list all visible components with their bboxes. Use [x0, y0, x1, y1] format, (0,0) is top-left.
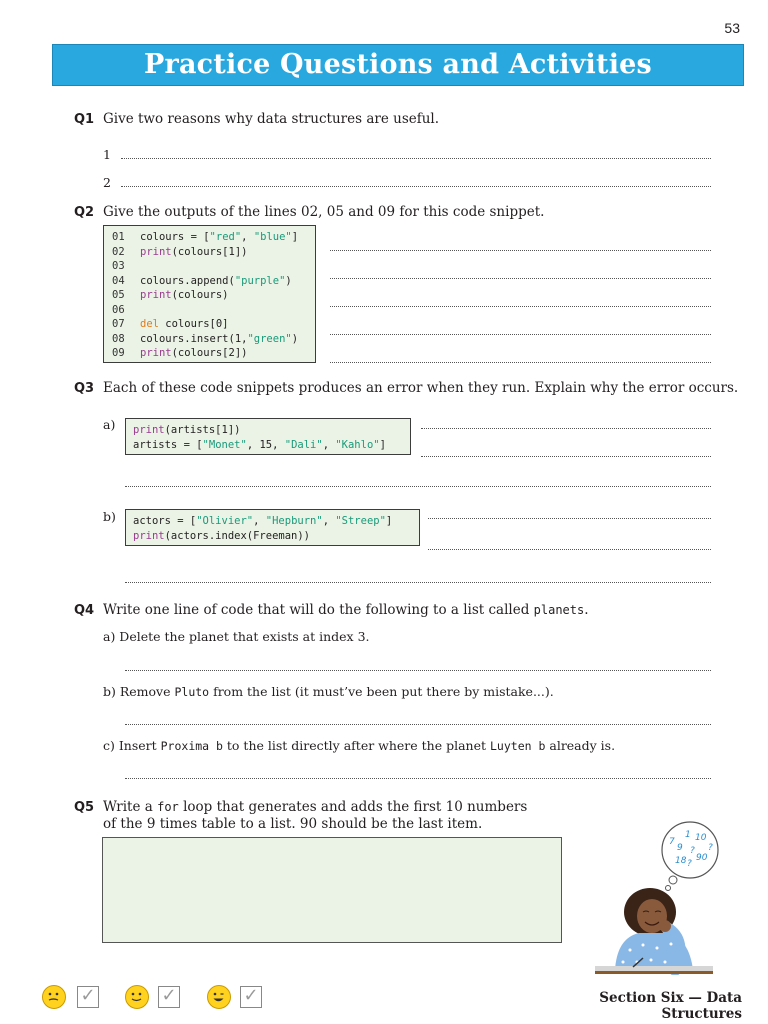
page-title: Practice Questions and Activities [144, 49, 652, 80]
thought-number: 90 [696, 853, 708, 863]
q4b-text-part: from the list (it must’ve been put there by mistake...). [209, 684, 554, 699]
confidence-checkbox-3[interactable]: ✓ [240, 986, 262, 1008]
q5-number: Q5 [74, 800, 95, 815]
q5-code-term: for [157, 800, 179, 814]
q4b-answer-line[interactable] [125, 724, 711, 725]
q1-answer-line-1[interactable] [121, 158, 711, 159]
q3b-answer-line[interactable] [125, 582, 711, 583]
thought-number: 9 [677, 843, 683, 853]
code-line [112, 288, 307, 303]
q4c-text-part: already is. [545, 738, 616, 753]
q4c-text-part: to the list directly after where the planet [222, 738, 490, 753]
q5-text-line-2: of the 9 times table to a list. 90 should be the last item. [103, 816, 483, 832]
code-text: colours.append("purple") [140, 274, 292, 287]
code-text: print(colours) [140, 289, 229, 301]
q4-text-part: . [584, 602, 589, 618]
code-line [112, 346, 307, 361]
q1-item-1-label: 1 [103, 147, 111, 162]
q4-number: Q4 [74, 603, 95, 618]
q3-number: Q3 [74, 381, 95, 396]
q3a-answer-line[interactable] [125, 486, 711, 487]
q4b-code-term: Pluto [174, 685, 210, 699]
q3b-answer-line[interactable] [428, 518, 711, 519]
q4c-text [103, 738, 615, 753]
q4b-text-part: b) Remove [103, 684, 175, 699]
q2-code-snippet [103, 225, 316, 363]
q5-text-part: Write a [103, 799, 158, 815]
q1-answer-line-2[interactable] [121, 186, 711, 187]
code-line [112, 303, 307, 318]
title-banner [52, 44, 744, 86]
thought-number: ? [708, 843, 713, 853]
q2-answer-line[interactable] [330, 362, 711, 363]
thought-bubble [662, 822, 718, 891]
q4-text-part: Write one line of code that will do the following to a list called [103, 602, 534, 618]
code-line [112, 259, 307, 274]
q4-code-term: planets [533, 603, 585, 617]
thought-number: 10 [695, 833, 707, 843]
code-line: print(actors.index(Freeman)) [133, 529, 311, 542]
q2-answer-line[interactable] [330, 278, 711, 279]
q2-answer-line[interactable] [330, 334, 711, 335]
q5-text-line-1 [103, 799, 527, 815]
thought-number: 1 [685, 830, 691, 840]
q1-text: Give two reasons why data structures are useful. [103, 111, 440, 127]
section-footer: Section Six — Data Structures [599, 990, 742, 1022]
thought-number: ? [687, 859, 692, 869]
line-number: 06 [112, 303, 125, 316]
q4a-answer-line[interactable] [125, 670, 711, 671]
q4c-code-term: Proxima b [160, 739, 223, 753]
code-line [112, 274, 307, 289]
code-line [112, 332, 307, 347]
q3a-answer-line[interactable] [421, 428, 711, 429]
q5-text-part: loop that generates and adds the first 10 numbers [178, 799, 528, 815]
code-line: print(artists[1]) [133, 424, 241, 436]
q4c-code-term: Luyten b [490, 739, 546, 753]
thought-number: 7 [669, 837, 675, 847]
q3a-code-snippet [125, 418, 411, 455]
thought-number: 18 [675, 856, 687, 866]
q2-answer-line[interactable] [330, 250, 711, 251]
confidence-checkbox-1[interactable]: ✓ [77, 986, 99, 1008]
line-number: 09 [112, 347, 125, 359]
q3a-label: a) [103, 417, 116, 432]
q4-text [103, 602, 589, 618]
q3b-answer-line[interactable] [428, 549, 711, 550]
code-line [112, 317, 307, 332]
line-number: 08 [112, 332, 125, 345]
girl-figure [595, 888, 713, 974]
smiley-icon-ok [125, 985, 149, 1009]
q4c-text-part: c) Insert [103, 738, 161, 753]
q3a-answer-line[interactable] [421, 456, 711, 457]
code-text: print(colours[1]) [140, 245, 248, 258]
q2-answer-line[interactable] [330, 306, 711, 307]
confidence-checkbox-2[interactable]: ✓ [158, 986, 180, 1008]
q3b-code-snippet [125, 509, 420, 546]
line-number: 07 [112, 318, 125, 330]
q2-number: Q2 [74, 205, 95, 220]
q5-answer-box[interactable] [102, 837, 562, 943]
code-text: colours.insert(1,"green") [140, 332, 299, 345]
code-text: print(colours[2]) [140, 347, 248, 359]
smiley-icon-unsure [42, 985, 66, 1009]
line-number: 05 [112, 289, 125, 301]
q1-item-2-label: 2 [103, 175, 111, 190]
line-number: 03 [112, 260, 125, 272]
smiley-icon-confident [207, 985, 231, 1009]
q3-text: Each of these code snippets produces an error when they run. Explain why the error occurs. [103, 380, 739, 396]
q4b-text [103, 684, 554, 699]
thought-number: ? [690, 846, 695, 856]
code-line [112, 245, 307, 260]
code-line: artists = ["Monet", 15, "Dali", "Kahlo"] [133, 438, 386, 451]
code-line: actors = ["Olivier", "Hepburn", "Streep"] [133, 515, 393, 527]
code-text: colours = ["red", "blue"] [140, 231, 299, 243]
line-number: 04 [112, 274, 125, 287]
q4a-text: a) Delete the planet that exists at index 3. [103, 629, 370, 644]
q4c-answer-line[interactable] [125, 778, 711, 779]
line-number: 01 [112, 231, 125, 243]
code-text: del colours[0] [140, 318, 229, 330]
code-line [112, 230, 307, 245]
q3b-label: b) [103, 509, 116, 524]
line-number: 02 [112, 245, 125, 258]
page-number: 53 [724, 20, 740, 36]
thinking-girl-illustration [595, 820, 745, 975]
q2-text: Give the outputs of the lines 02, 05 and 09 for this code snippet. [103, 204, 545, 220]
q1-number: Q1 [74, 112, 95, 127]
